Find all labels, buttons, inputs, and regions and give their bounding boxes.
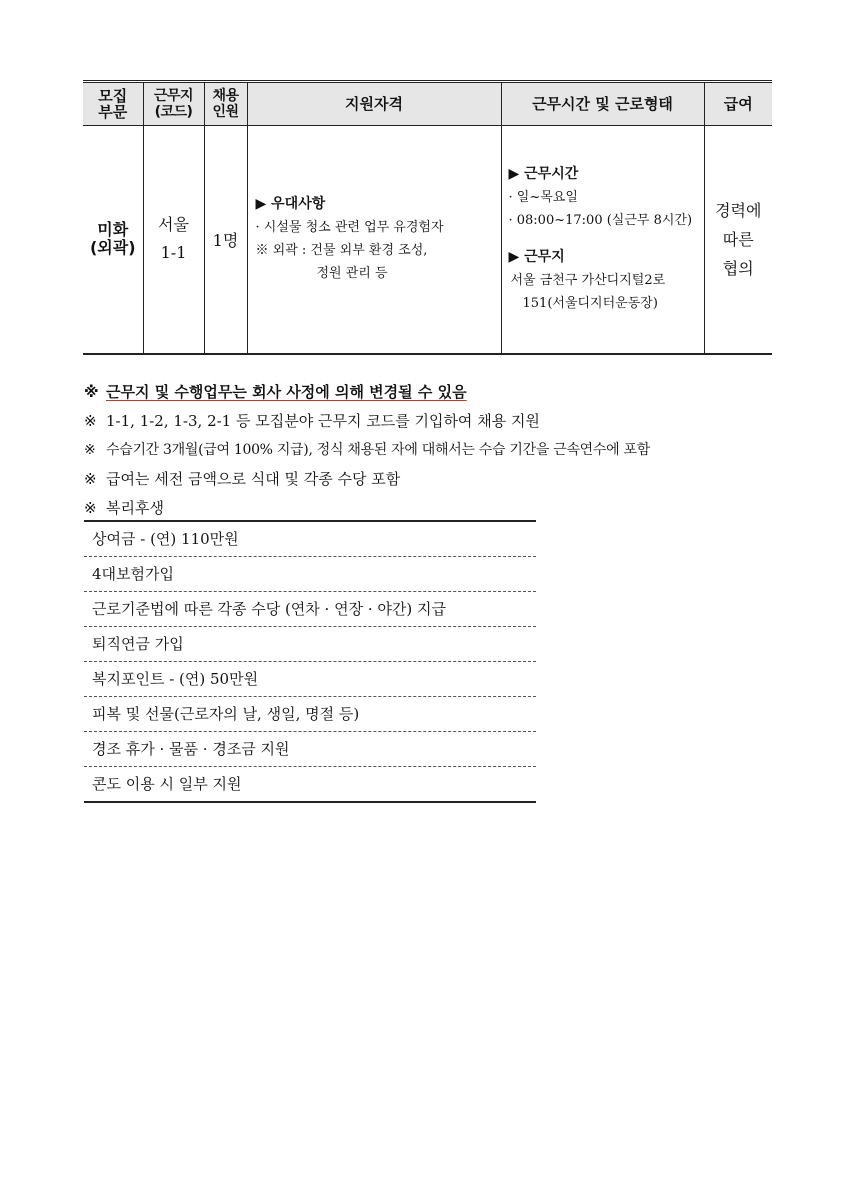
welfare-list bbox=[84, 520, 536, 803]
reference-mark: ※ bbox=[84, 412, 97, 430]
header-location-line2: (코드) bbox=[154, 104, 193, 120]
qualification-line: 정원 관리 등 bbox=[316, 266, 388, 282]
header-dept-line1: 모집 bbox=[98, 87, 128, 105]
reference-mark: ※ bbox=[84, 470, 97, 488]
header-dept bbox=[83, 82, 143, 126]
workplace-heading: ▶ 근무지 bbox=[508, 249, 565, 266]
spacer bbox=[509, 232, 704, 246]
list-item: 근로기준법에 따른 각종 수당 (연차 · 연장 · 야간) 지급 bbox=[84, 592, 536, 627]
header-location bbox=[143, 82, 204, 126]
list-item: 경조 휴가 · 물품 · 경조금 지원 bbox=[84, 732, 536, 767]
header-hours: 근무시간 및 근로형태 bbox=[501, 82, 704, 126]
note-item bbox=[84, 436, 784, 465]
note-item bbox=[84, 494, 784, 523]
preference-heading: ▶ 우대사항 bbox=[255, 196, 326, 213]
note-text: 복리후생 bbox=[106, 499, 164, 517]
note-text: 급여는 세전 금액으로 식대 및 각종 수당 포함 bbox=[106, 470, 401, 488]
reference-mark: ※ bbox=[84, 499, 97, 517]
dept-line2: (외곽) bbox=[89, 238, 136, 258]
dept-line1: 미화 bbox=[97, 220, 129, 240]
location-name: 서울 bbox=[158, 215, 189, 235]
note-item bbox=[84, 465, 784, 494]
header-pay: 급여 bbox=[704, 82, 772, 126]
hours-line: · 일~목요일 bbox=[508, 190, 578, 206]
qualification-line: ※ 외곽 : 건물 외부 환경 조성, bbox=[255, 243, 428, 259]
note-text: 근무지 및 수행업무는 회사 사정에 의해 변경될 수 있음 bbox=[106, 383, 467, 401]
note-item bbox=[84, 378, 784, 407]
reference-mark: ※ bbox=[84, 442, 96, 458]
recruitment-table bbox=[83, 80, 772, 355]
cell-hours bbox=[501, 126, 704, 354]
pay-line: 경력에 bbox=[715, 200, 762, 220]
header-qualification: 지원자격 bbox=[247, 82, 501, 126]
reference-mark: ※ bbox=[84, 383, 99, 401]
pay-line: 협의 bbox=[722, 258, 754, 278]
workplace-address: 서울 금천구 가산디지털2로 bbox=[510, 273, 666, 289]
cell-dept bbox=[83, 126, 143, 354]
table-header-row bbox=[83, 82, 772, 126]
location-code: 1-1 bbox=[160, 243, 187, 263]
pay-line: 따른 bbox=[722, 229, 754, 249]
table-row bbox=[83, 126, 772, 354]
note-item bbox=[84, 407, 784, 436]
cell-location bbox=[143, 126, 204, 354]
cell-pay bbox=[704, 126, 772, 354]
notes-section bbox=[84, 378, 784, 523]
header-dept-line2: 부문 bbox=[98, 103, 128, 121]
cell-count: 1명 bbox=[204, 126, 247, 354]
qualification-line: · 시설물 청소 관련 업무 유경험자 bbox=[255, 220, 444, 236]
hours-heading: ▶ 근무시간 bbox=[508, 166, 579, 183]
header-count-line1: 채용 bbox=[212, 88, 239, 104]
workplace-address: 151(서울디지터운동장) bbox=[522, 296, 658, 312]
list-item: 콘도 이용 시 일부 지원 bbox=[92, 775, 242, 793]
list-item: 상여금 - (연) 110만원 bbox=[84, 522, 536, 557]
header-location-line1: 근무지 bbox=[153, 88, 194, 104]
list-item: 퇴직연금 가입 bbox=[84, 627, 536, 662]
hours-line: · 08:00~17:00 (실근무 8시간) bbox=[508, 213, 693, 229]
note-text: 수습기간 3개월(급여 100% 지급), 정식 채용된 자에 대해서는 수습 기간을 근속연수에 포함 bbox=[106, 442, 650, 458]
list-item: 4대보험가입 bbox=[84, 557, 536, 592]
list-item: 복지포인트 - (연) 50만원 bbox=[84, 662, 536, 697]
header-count bbox=[204, 82, 247, 126]
cell-qualification bbox=[247, 126, 501, 354]
list-item: 피복 및 선물(근로자의 날, 생일, 명절 등) bbox=[84, 697, 536, 732]
note-text: 1-1, 1-2, 1-3, 2-1 등 모집분야 근무지 코드를 기입하여 채용 지원 bbox=[106, 412, 540, 430]
header-count-line2: 인원 bbox=[212, 104, 239, 120]
